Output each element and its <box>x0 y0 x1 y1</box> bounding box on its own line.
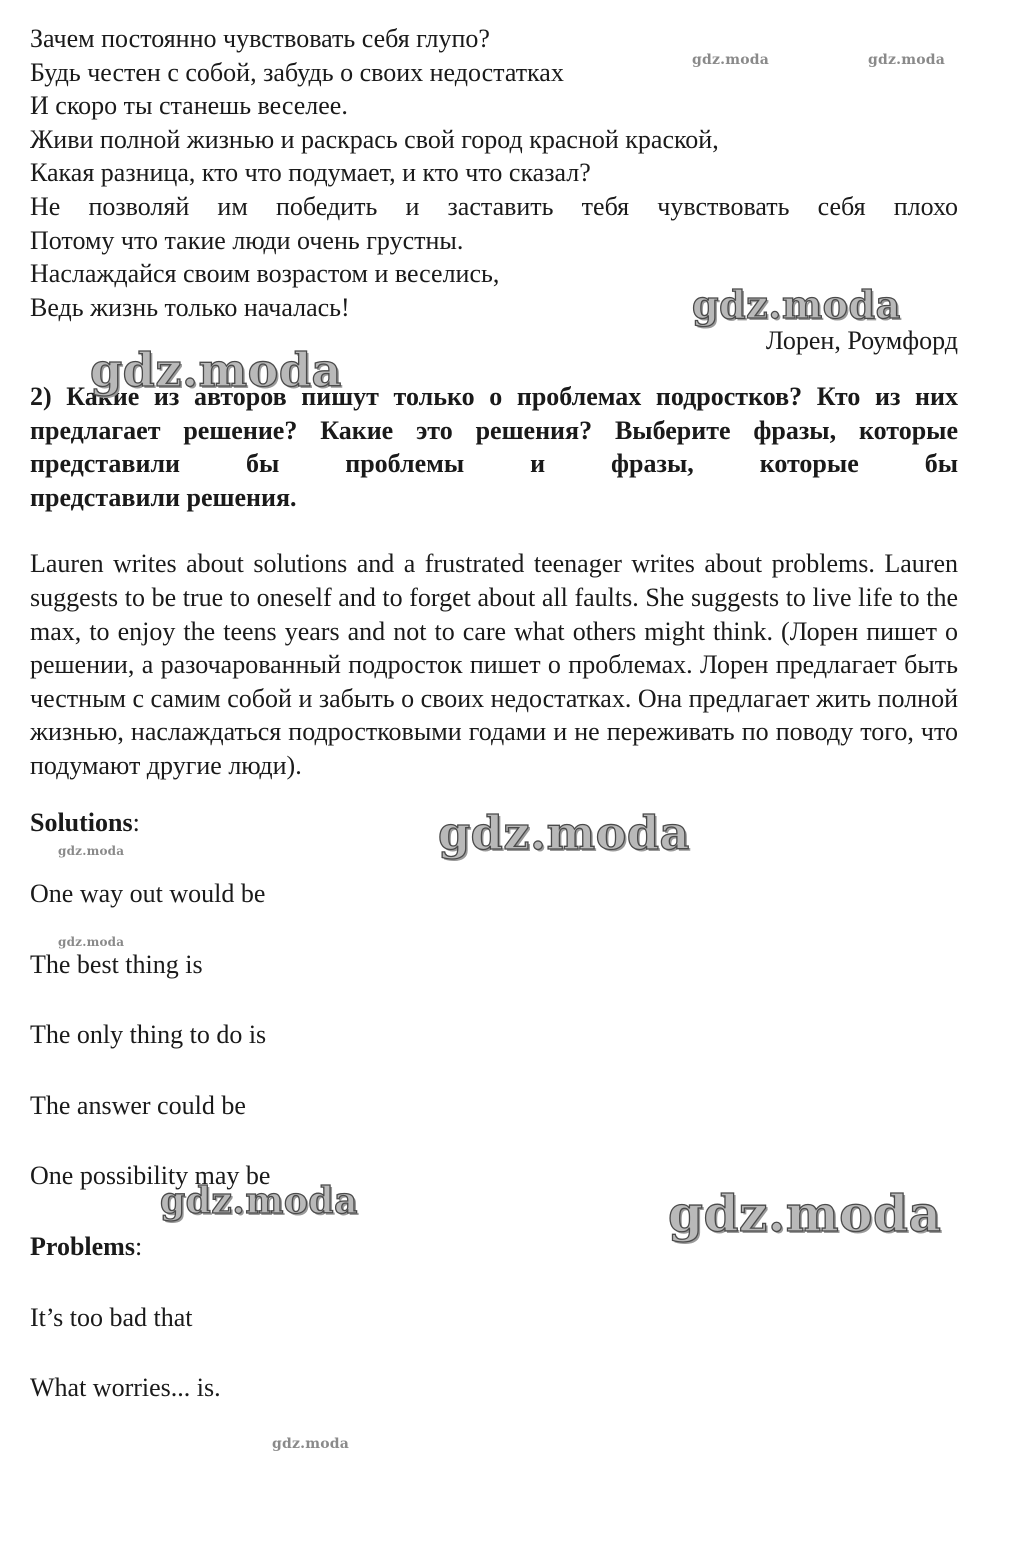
watermark: gdz.moda <box>692 52 770 68</box>
solutions-section <box>30 806 958 1193</box>
watermark: gdz.moda <box>668 1184 942 1243</box>
poem-line: И скоро ты станешь веселее. <box>30 91 348 121</box>
problem-phrase: What worries... is. <box>30 1373 221 1403</box>
solutions-colon: : <box>132 808 140 838</box>
watermark: gdz.moda <box>58 844 125 858</box>
solution-phrase: One possibility may be <box>30 1161 271 1191</box>
poem-line: Не позволяй им победить и заставить тебя чувствовать себя плохо <box>30 191 958 221</box>
poem-line: Ведь жизнь только началась! <box>30 292 350 322</box>
solution-phrase: The best thing is <box>30 949 203 979</box>
problems-section <box>30 1230 958 1405</box>
poem-line: Будь честен с собой, забудь о своих недостатках <box>30 57 564 87</box>
poem-line: Наслаждайся своим возрастом и веселись, <box>30 259 500 289</box>
question-text-last-line: представили решения. <box>30 482 297 512</box>
question-text: 2) Какие из авторов пишут только о проблемах подростков? Кто из них предлагает решение? Какие это решения? Выберите фразы, которые представили бы проблемы и фразы, которые бы <box>30 381 958 479</box>
problems-colon: : <box>134 1232 143 1262</box>
solution-phrase: The only thing to do is <box>30 1020 267 1050</box>
problem-phrase: It’s too bad that <box>30 1302 193 1332</box>
poem-author: Лорен, Роумфорд <box>765 326 958 356</box>
watermark: gdz.moda <box>692 282 901 327</box>
solution-phrase: The answer could be <box>30 1090 246 1120</box>
poem-line: Потому что такие люди очень грустны. <box>30 225 464 255</box>
problems-title: Problems <box>30 1232 135 1262</box>
poem-line: Зачем постоянно чувствовать себя глупо? <box>30 24 490 53</box>
watermark: gdz.moda <box>90 343 342 397</box>
solutions-title: Solutions <box>30 808 133 838</box>
poem-line: Какая разница, кто что подумает, и кто что сказал? <box>30 158 591 188</box>
poem-line: Живи полной жизнью и раскрась свой город красной краской, <box>30 124 719 154</box>
solution-phrase: One way out would be <box>30 879 266 909</box>
watermark: gdz.moda <box>272 1436 350 1452</box>
watermark: gdz.moda <box>868 52 946 68</box>
answer-paragraph: Lauren writes about solutions and a frustrated teenager writes about problems. Lauren suggests to be true to oneself and to forget about all faults. She suggests to live life to the max, to enjoy the teens years and not to care what others might think. (Лорен пишет о решении, а разочарованный подросток пишет о проблемах. Лорен предлагает быть честным с самим собой и забыть о своих недостатках. Она предлагает жить полной жизнью, наслаждаться подростковыми годами и не переживать по поводу того, что подумают другие люди). <box>30 549 959 780</box>
watermark: gdz.moda <box>58 935 125 949</box>
watermark: gdz.moda <box>438 806 690 860</box>
watermark: gdz.moda <box>160 1180 358 1222</box>
